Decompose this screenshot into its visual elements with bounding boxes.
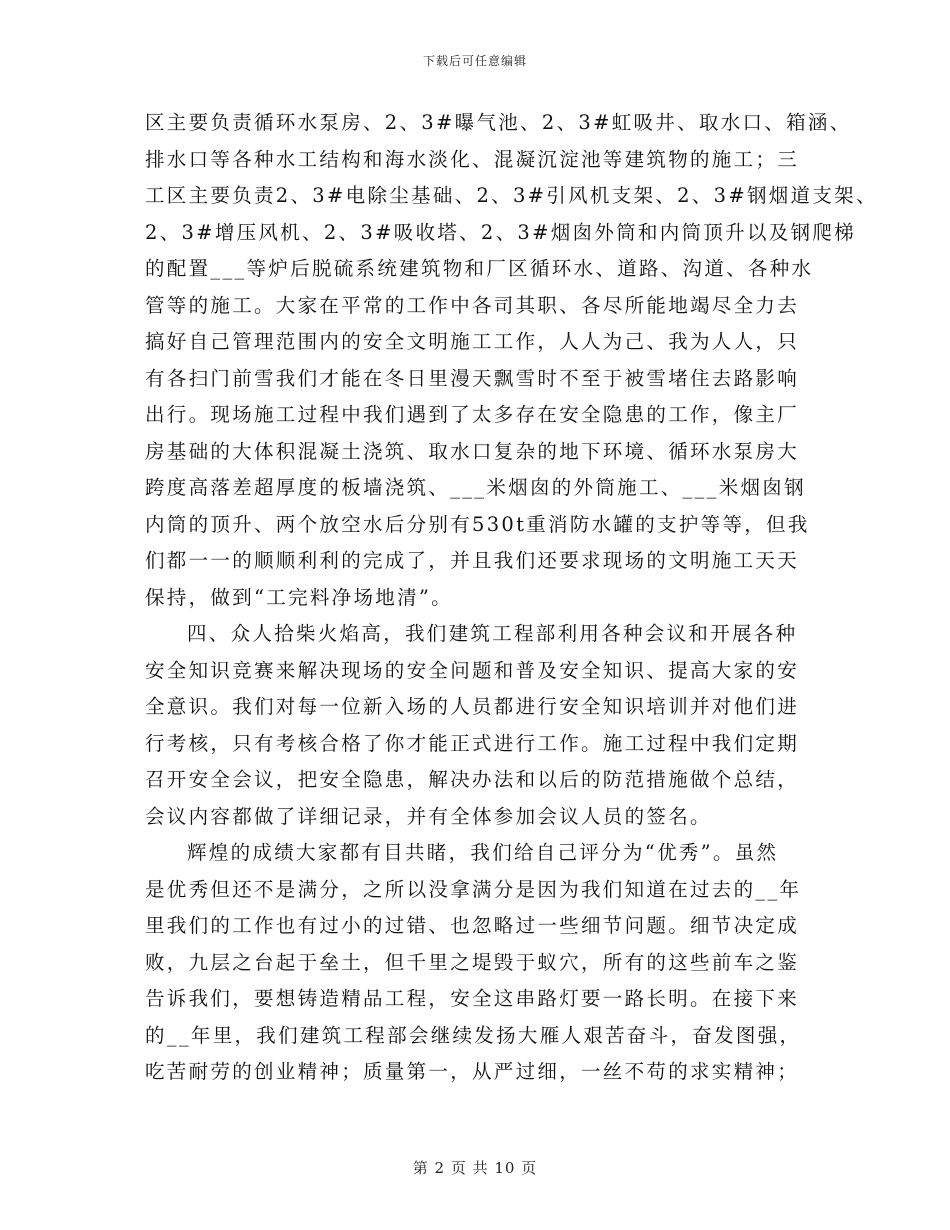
text-line: 区主要负责循环水泵房、2、3#曝气池、2、3#虹吸井、取水口、箱涵、 <box>145 111 852 134</box>
text-line: 内筒的顶升、两个放空水后分别有530t重消防水罐的支护等等，但我 <box>145 512 810 536</box>
text-line: 召开安全会议，把安全隐患，解决办法和以后的防范措施做个总结， <box>145 768 800 791</box>
text-line: 全意识。我们对每一位新入场的人员都进行安全知识培训并对他们进 <box>145 695 800 718</box>
text-line: 搞好自己管理范围内的安全文明施工工作，人人为己、我为人人，只 <box>145 330 800 353</box>
text-line: 行考核，只有考核合格了你才能正式进行工作。施工过程中我们定期 <box>145 731 800 755</box>
text-line: 是优秀但还不是满分，之所以没拿满分是因为我们知道在过去的__年 <box>145 877 802 901</box>
page-footer: 第 2 页 共 10 页 <box>412 1159 538 1177</box>
page-header: 下载后可任意编辑 <box>422 54 527 68</box>
text-line: 管等的施工。大家在平常的工作中各司其职、各尽所能地竭尽全力去 <box>145 293 800 317</box>
paragraph-start-line: 辉煌的成绩大家都有目共睹，我们给自己评分为“优秀”。虽然 <box>187 841 779 864</box>
text-line: 2、3#增压风机、2、3#吸收塔、2、3#烟囱外筒和内筒顶升以及钢爬梯 <box>145 220 856 244</box>
text-line: 房基础的大体积混凝土浇筑、取水口复杂的地下环境、循环水泵房大 <box>145 439 800 463</box>
text-line: 安全知识竞赛来解决现场的安全问题和普及安全知识、提高大家的安 <box>145 658 800 682</box>
document-body <box>145 105 878 1091</box>
text-line: 里我们的工作也有过小的过错、也忽略过一些细节问题。细节决定成 <box>145 914 800 937</box>
text-line: 有各扫门前雪我们才能在冬日里漫天飘雪时不至于被雪堵住去路影响 <box>145 366 800 390</box>
text-line: 排水口等各种水工结构和海水淡化、混凝沉淀池等建筑物的施工；三 <box>145 147 800 171</box>
text-line: 出行。现场施工过程中我们遇到了太多存在安全隐患的工作，像主厂 <box>145 403 800 426</box>
paragraph-start-line: 四、众人拾柴火焰高，我们建筑工程部利用各种会议和开展各种 <box>187 622 798 645</box>
text-line: 的配置___等炉后脱硫系统建筑物和厂区循环水、道路、沟道、各种水 <box>145 257 814 280</box>
text-line: 的__年里，我们建筑工程部会继续发扬大雁人艰苦奋斗，奋发图强， <box>145 1023 802 1047</box>
text-line: 会议内容都做了详细记录，并有全体参加会议人员的签名。 <box>145 804 712 828</box>
text-line: 告诉我们，要想铸造精品工程，安全这串路灯要一路长明。在接下来 <box>145 987 800 1010</box>
text-line: 跨度高落差超厚度的板墙浇筑、___米烟囱的外筒施工、___米烟囱钢 <box>145 476 806 499</box>
text-line: 们都一一的顺顺利利的完成了，并且我们还要求现场的文明施工天天 <box>145 549 800 572</box>
text-line: 工区主要负责2、3#电除尘基础、2、3#引风机支架、2、3#钢烟道支架、 <box>145 184 878 207</box>
text-line: 保持，做到“工完料净场地清”。 <box>145 585 453 609</box>
text-line: 吃苦耐劳的创业精神；质量第一，从严过细，一丝不苟的求实精神； <box>145 1060 800 1083</box>
text-line: 败，九层之台起于垒土，但千里之堤毁于蚁穴，所有的这些前车之鉴 <box>145 950 800 974</box>
